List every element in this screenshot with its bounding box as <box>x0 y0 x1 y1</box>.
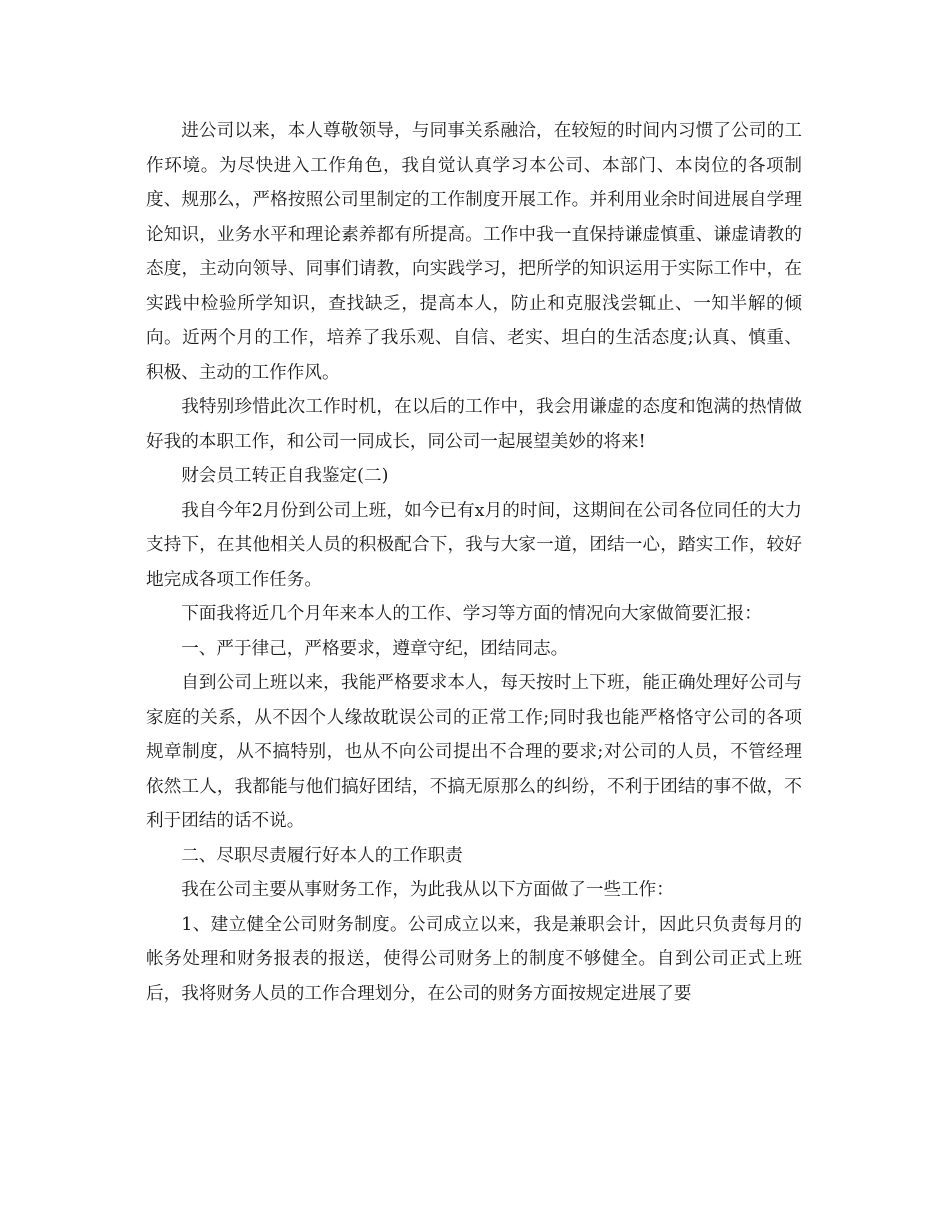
paragraph-7: 1、建立健全公司财务制度。公司成立以来，我是兼职会计，因此只负责每月的帐务处理和财务报表的报送，使得公司财务上的制度不够健全。自到公司正式上班后，我将财务人员的工作合理划分，在公司的财务方面按规定进展了要 <box>146 914 802 1004</box>
section-heading-2: 财会员工转正自我鉴定(二) <box>181 466 389 486</box>
paragraph-5: 自到公司上班以来，我能严格要求本人，每天按时上下班，能正确处理好公司与家庭的关系，从不因个人缘故耽误公司的正常工作;同时我也能严格恪守公司的各项规章制度，从不搞特别，也从不向公司提出不合理的要求;对公司的人员，不管经理依然工人，我都能与他们搞好团结，不搞无原那么的纠纷，不利于团结的事不做，不利于团结的话不说。 <box>146 673 802 831</box>
paragraph-3: 我自今年2月份到公司上班，如今已有x月的时间，这期间在公司各位同任的大力支持下，在其他相关人员的积极配合下，我与大家一道，团结一心，踏实工作，较好地完成各项工作任务。 <box>146 500 802 590</box>
paragraph-2: 我特别珍惜此次工作时机，在以后的工作中，我会用谦虚的态度和饱满的热情做好我的本职工作，和公司一同成长，同公司一起展望美妙的将来! <box>146 397 802 452</box>
document-body <box>146 114 802 1011</box>
subheading-1: 一、严于律己，严格要求，遵章守纪，团结同志。 <box>181 638 569 659</box>
paragraph-1: 进公司以来，本人尊敬领导，与同事关系融洽，在较短的时间内习惯了公司的工作环境。为尽快进入工作角色，我自觉认真学习本公司、本部门、本岗位的各项制度、规那么，严格按照公司里制定的工作制度开展工作。并利用业余时间进展自学理论知识，业务水平和理论素养都有所提高。工作中我一直保持谦虚慎重、谦虚请教的态度，主动向领导、同事们请教，向实践学习，把所学的知识运用于实际工作中，在实践中检验所学知识，查找缺乏，提高本人，防止和克服浅尝辄止、一知半解的倾向。近两个月的工作，培养了我乐观、自信、老实、坦白的生活态度;认真、慎重、积极、主动的工作作风。 <box>146 121 802 383</box>
subheading-2: 二、尽职尽责履行好本人的工作职责 <box>181 845 463 866</box>
paragraph-4: 下面我将近几个月年来本人的工作、学习等方面的情况向大家做简要汇报： <box>181 604 762 624</box>
paragraph-6: 我在公司主要从事财务工作，为此我从以下方面做了一些工作： <box>181 880 674 900</box>
